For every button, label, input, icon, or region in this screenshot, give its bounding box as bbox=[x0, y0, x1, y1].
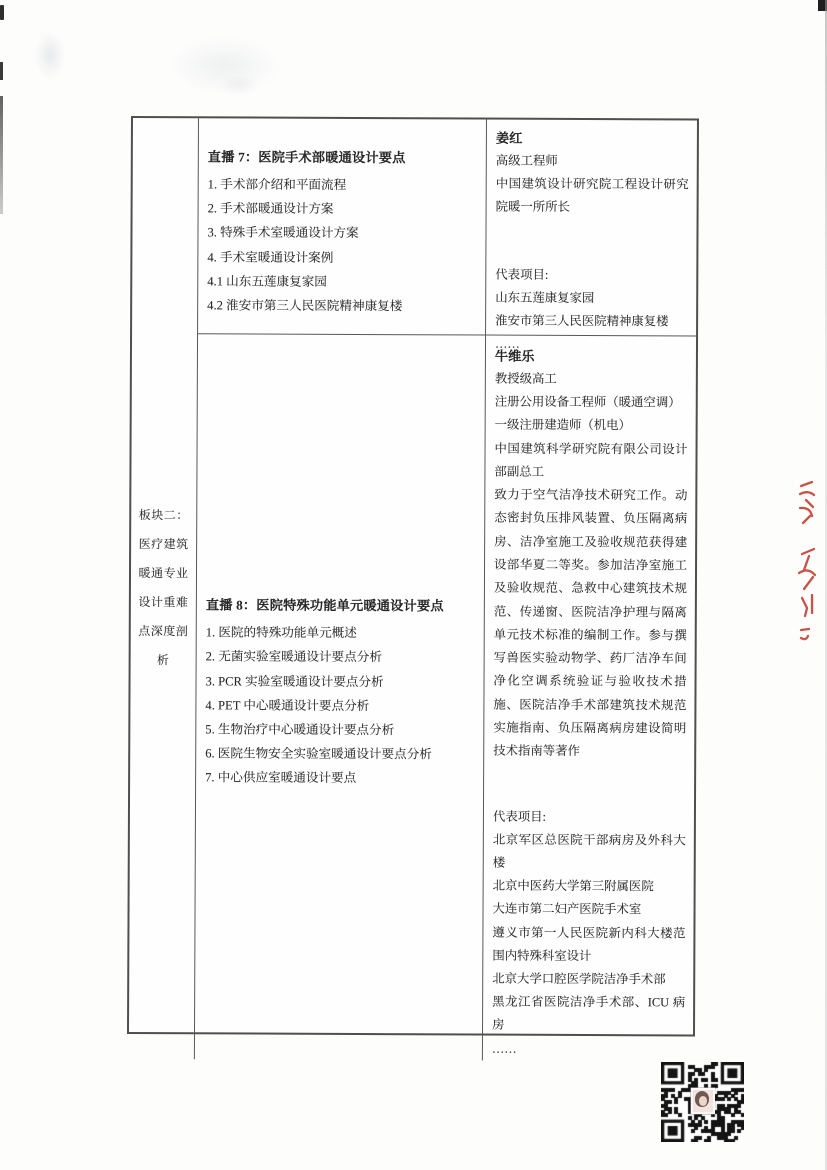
session-outline-item: 4.2 淮安市第三人民医院精神康复楼 bbox=[207, 298, 403, 314]
project-line: 黑龙江省医院洁净手术部、ICU 病房 bbox=[492, 994, 686, 1033]
scan-smudge bbox=[150, 28, 300, 103]
instructor1-credentials bbox=[496, 150, 689, 220]
session8-outline-cell bbox=[195, 334, 486, 1060]
project-line: 大连市第二妇产医院手术室 bbox=[492, 901, 642, 917]
instructor2-bio-cell bbox=[483, 336, 696, 1062]
qr-center-avatar bbox=[691, 1088, 715, 1114]
project-line: 北京军区总医院干部病房及外科大楼 bbox=[492, 832, 686, 870]
instructor2-bio-text: 致力于空气洁净技术研究工作。动态密封负压排风装置、负压隔离病房、洁净室施工及验收规范获得建设部华夏二等奖。参加洁净室施工及验收规范、急救中心建筑技术规范、传递窗、医院洁净护理与隔离单元技术标准的编制工作。参与撰写兽医实验动物学、药厂洁净车间净化空调系统验证与验收技术措施、医院洁净手术部建筑技术规范实施指南、负压隔离病房建设简明技术指南等著作 bbox=[493, 487, 688, 759]
project-line: 淮安市第三人民医院精神康复楼 bbox=[495, 313, 669, 329]
credential-line: 中国建筑设计研究院工程设计研究院暖一所所长 bbox=[495, 176, 689, 215]
session-outline-item: 3. PCR 实验室暖通设计要点分析 bbox=[205, 673, 384, 689]
instructor1-name: 姜红 bbox=[495, 130, 523, 146]
session-outline-item: 2. 手术部暖通设计方案 bbox=[207, 201, 334, 217]
session-outline-item: 4. PET 中心暖通设计要点分析 bbox=[205, 698, 370, 713]
session8-title: 直播 8：医院特殊功能单元暖通设计要点 bbox=[205, 597, 444, 614]
instructor2-projects bbox=[492, 828, 686, 1061]
session8-items bbox=[205, 621, 474, 792]
session-outline-item: 4.1 山东五莲康复家园 bbox=[207, 274, 327, 289]
module-title-cell bbox=[129, 118, 199, 1059]
session-outline-item: 6. 医院生物安全实验室暖通设计要点分析 bbox=[205, 746, 432, 762]
instructor2-credentials bbox=[494, 368, 688, 485]
session-outline-item: 5. 生物治疗中心暖通设计要点分析 bbox=[205, 722, 395, 738]
credential-line: 中国建筑科学研究院有限公司设计部副总工 bbox=[494, 441, 688, 479]
scan-smudge bbox=[28, 22, 72, 88]
scan-edge-mark bbox=[0, 62, 3, 80]
project-line: 山东五莲康复家园 bbox=[495, 290, 595, 305]
scan-edge-mark bbox=[0, 5, 4, 20]
red-stamp-marks bbox=[794, 476, 827, 648]
project-line: …… bbox=[491, 1041, 517, 1056]
credential-line: 注册公用设备工程师（暖通空调） bbox=[494, 394, 681, 410]
module-title: 板块二：医疗建筑暖通专业设计重难点深度剖析 bbox=[138, 508, 189, 668]
instructor1-projects-label: 代表项目: bbox=[495, 267, 549, 282]
credential-line: 高级工程师 bbox=[495, 153, 558, 168]
session-outline-item: 1. 医院的特殊功能单元概述 bbox=[205, 625, 357, 641]
scan-corner-mark bbox=[818, 0, 827, 11]
session7-outline-cell bbox=[198, 118, 487, 335]
scan-edge-strip bbox=[0, 96, 3, 214]
session-outline-item: 7. 中心供应室暖通设计要点 bbox=[205, 770, 357, 786]
session-outline-item: 2. 无菌实验室暖通设计要点分析 bbox=[205, 649, 382, 665]
session-outline-item: 4. 手术室暖通设计案例 bbox=[207, 249, 334, 265]
project-line: …… bbox=[494, 336, 520, 351]
instructor1-bio-cell bbox=[486, 120, 697, 351]
session7-items bbox=[207, 172, 476, 318]
project-line: 遵义市第一人民医院新内科大楼范围内特殊科室设计 bbox=[492, 925, 686, 963]
session-outline-item: 3. 特殊手术室暖通设计方案 bbox=[207, 225, 359, 241]
wechat-qr-code bbox=[661, 1062, 744, 1142]
project-line: 北京大学口腔医学院洁净手术部 bbox=[492, 971, 666, 987]
project-line: 北京中医药大学第三附属医院 bbox=[492, 878, 654, 894]
instructor2-projects-label: 代表项目: bbox=[492, 809, 546, 824]
credential-line: 一级注册建造师（机电） bbox=[494, 417, 631, 433]
course-schedule-table bbox=[127, 116, 699, 1056]
session-outline-item: 1. 手术部介绍和平面流程 bbox=[207, 177, 347, 192]
credential-line: 教授级高工 bbox=[494, 371, 557, 386]
session7-title: 直播 7：医院手术部暖通设计要点 bbox=[207, 149, 406, 166]
instructor2-name: 牛维乐 bbox=[494, 348, 535, 364]
scan-smudge bbox=[210, 70, 270, 100]
